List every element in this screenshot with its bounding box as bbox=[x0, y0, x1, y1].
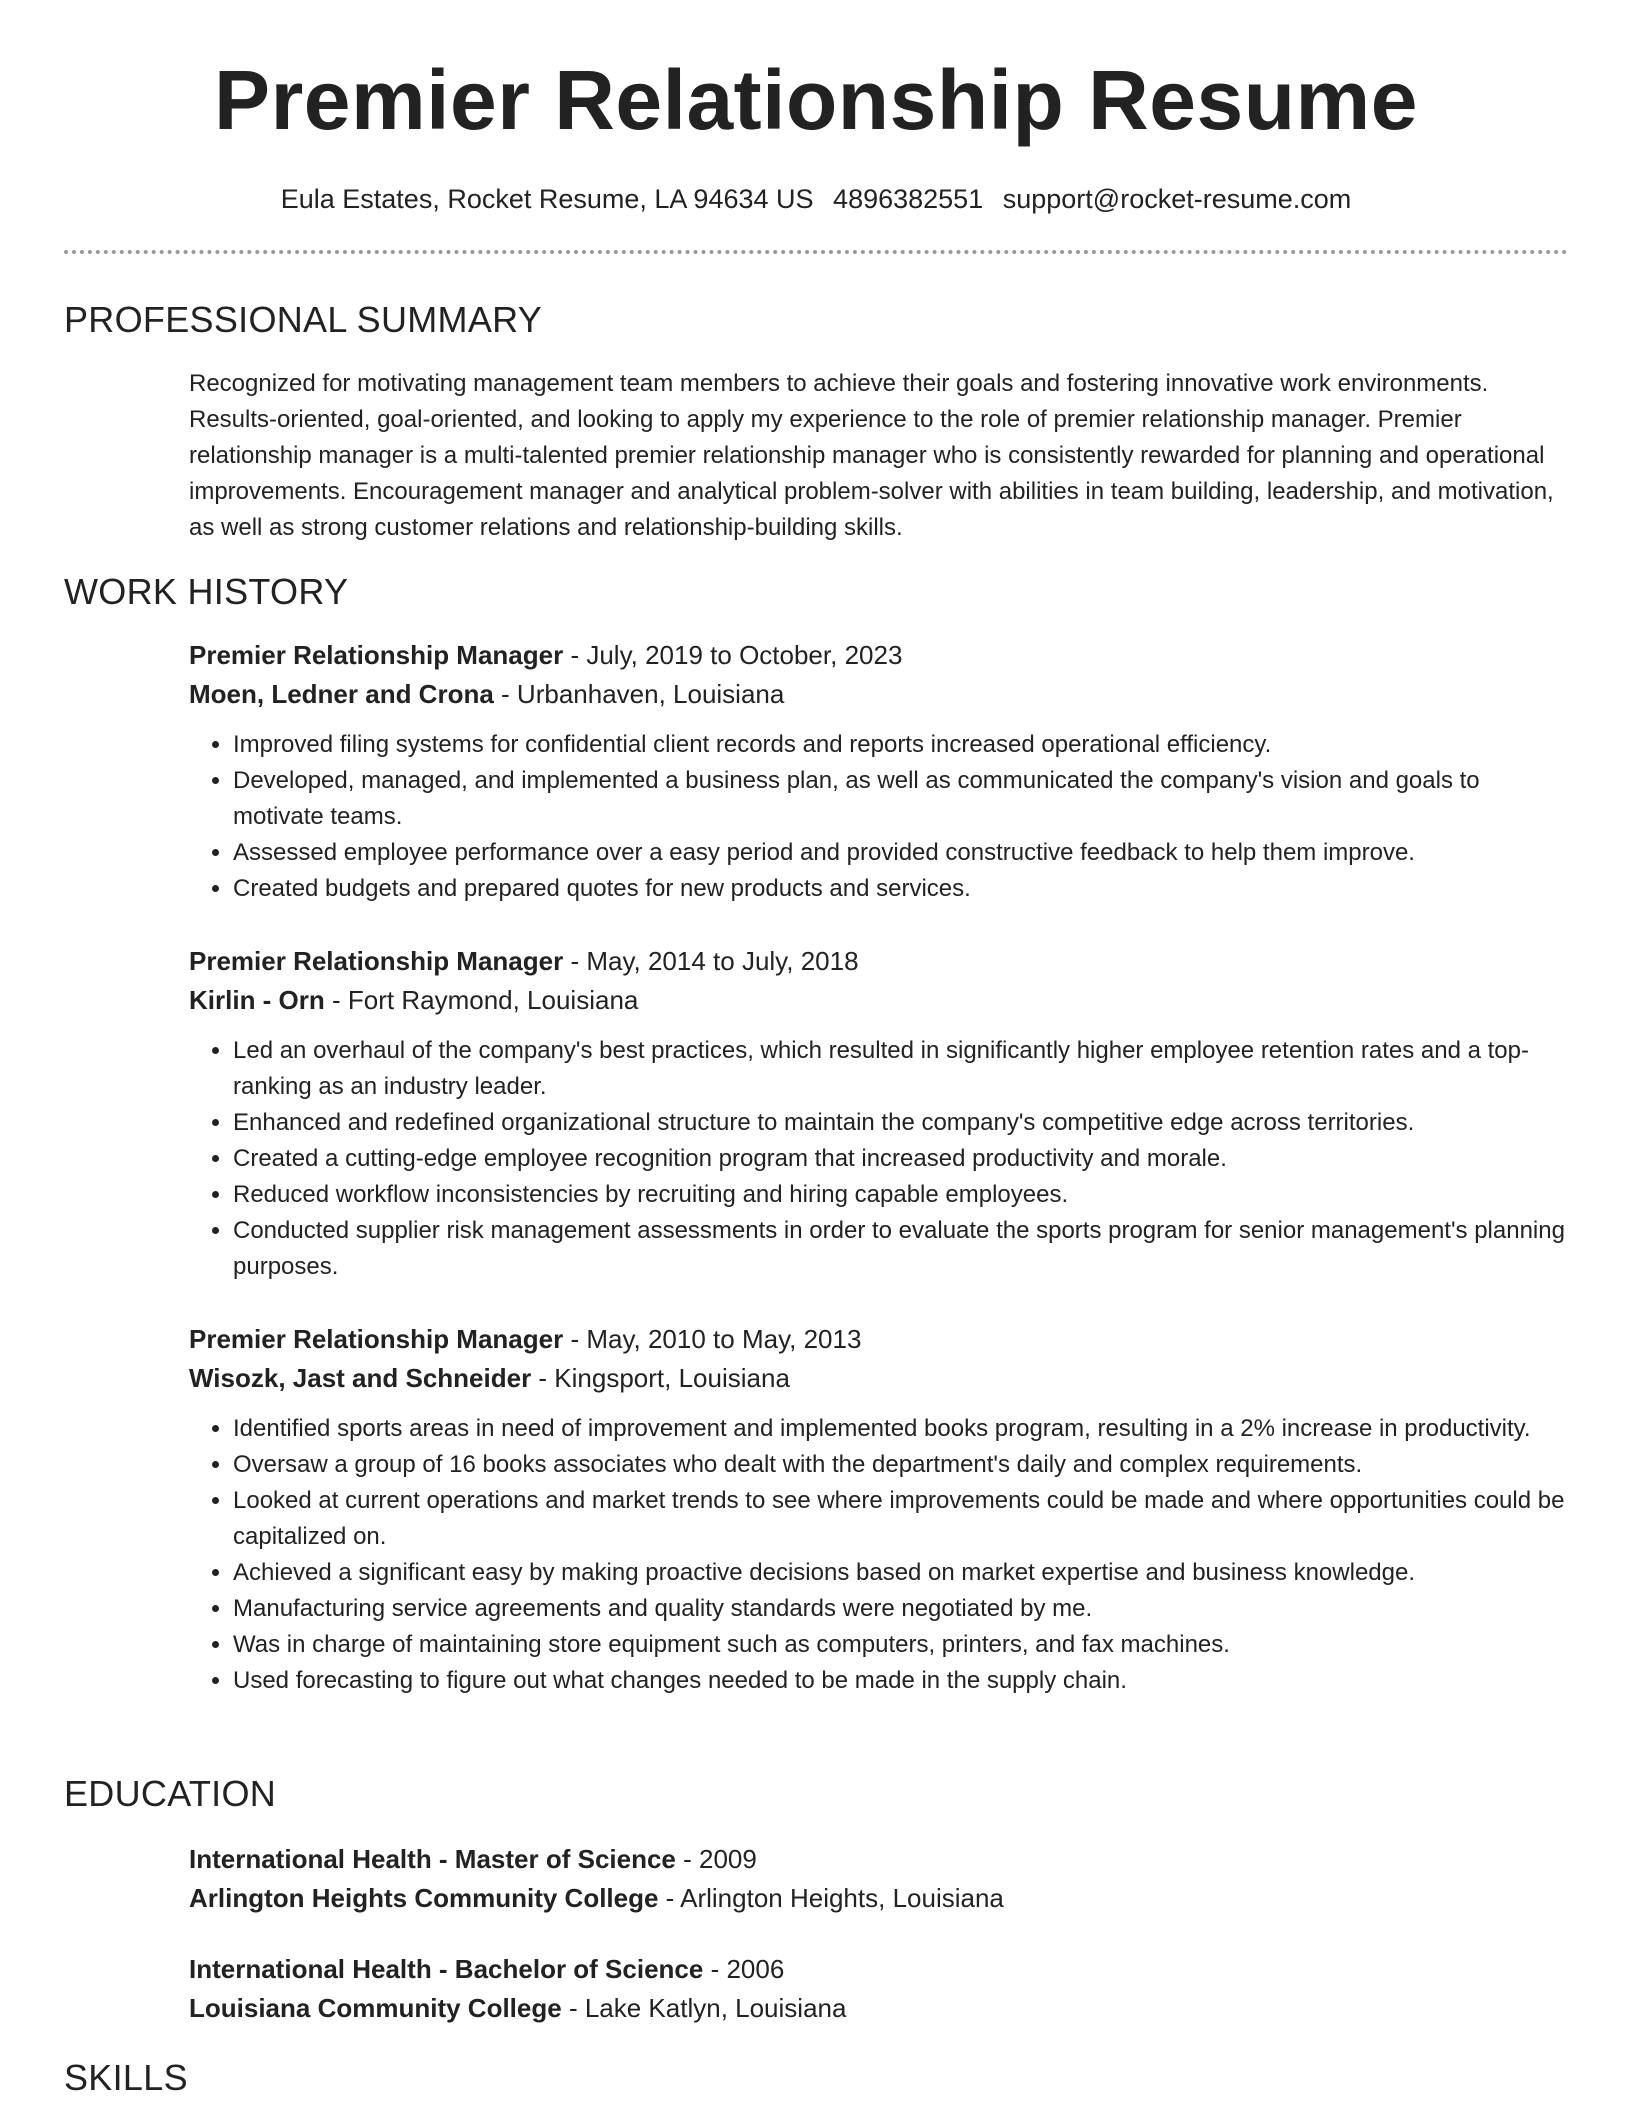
job-bullet: • Improved filing systems for confidential client records and reports increased operational efficiency. bbox=[233, 727, 1569, 763]
job-title: Premier Relationship Manager bbox=[189, 1324, 564, 1354]
education-degree-line bbox=[189, 1950, 1569, 1989]
education-degree: International Health - Bachelor of Science bbox=[189, 1954, 704, 1984]
job-dates: - May, 2014 to July, 2018 bbox=[563, 946, 859, 976]
job-title-line bbox=[189, 1320, 1569, 1359]
job-bullets bbox=[189, 1411, 1569, 1699]
job-bullet: • Assessed employee performance over a easy period and provided constructive feedback to help them improve. bbox=[233, 835, 1569, 871]
education-school-line bbox=[189, 1879, 1569, 1918]
job-location: - Urbanhaven, Louisiana bbox=[493, 679, 785, 709]
education-school: Arlington Heights Community College bbox=[189, 1883, 659, 1913]
education-school-line bbox=[189, 1989, 1569, 2028]
job-bullet: • Looked at current operations and market trends to see where improvements could be made and where opportunities could be capitalized on. bbox=[233, 1483, 1569, 1555]
job-bullet: • Identified sports areas in need of improvement and implemented books program, resulting in a 2% increase in productivity. bbox=[233, 1411, 1569, 1447]
education-year: - 2009 bbox=[675, 1844, 757, 1874]
job-title: Premier Relationship Manager bbox=[189, 640, 564, 670]
education-degree: International Health - Master of Science bbox=[189, 1844, 676, 1874]
job-bullet: • Conducted supplier risk management assessments in order to evaluate the sports program for senior management's planning purposes. bbox=[233, 1213, 1569, 1285]
job-location: - Kingsport, Louisiana bbox=[531, 1363, 790, 1393]
job-bullet: • Manufacturing service agreements and quality standards were negotiated by me. bbox=[233, 1591, 1569, 1627]
section-title-summary: PROFESSIONAL SUMMARY bbox=[64, 299, 543, 340]
education-year: - 2006 bbox=[703, 1954, 785, 1984]
job-company-line bbox=[189, 1359, 1569, 1398]
summary-text: Recognized for motivating management team members to achieve their goals and fostering innovative work environments. Results-oriented, goal-oriented, and looking to apply my experience to the role of premier relationship manager. Premier relationship manager is a multi-talented premier relationship manager who is consistently rewarded for planning and operational improvements. Encouragement manager and analytical problem-solver with abilities in team building, leadership, and motivation, as well as strong customer relations and relationship-building skills. bbox=[189, 370, 1554, 541]
job-entry bbox=[189, 942, 1569, 1285]
job-bullet: • Reduced workflow inconsistencies by recruiting and hiring capable employees. bbox=[233, 1177, 1569, 1213]
job-bullets bbox=[189, 727, 1569, 907]
section-title-education: EDUCATION bbox=[64, 1773, 277, 1814]
job-company-line bbox=[189, 981, 1569, 1020]
job-entry bbox=[189, 1320, 1569, 1699]
education-location: - Arlington Heights, Louisiana bbox=[658, 1883, 1004, 1913]
job-bullet: • Used forecasting to figure out what changes needed to be made in the supply chain. bbox=[233, 1663, 1569, 1699]
contact-email: support@rocket-resume.com bbox=[1002, 184, 1352, 214]
section-title-work-history: WORK HISTORY bbox=[64, 571, 349, 612]
job-dates: - May, 2010 to May, 2013 bbox=[563, 1324, 862, 1354]
job-title-line bbox=[189, 942, 1569, 981]
job-bullet: • Developed, managed, and implemented a business plan, as well as communicated the company's vision and goals to motivate teams. bbox=[233, 763, 1569, 835]
resume-title: Premier Relationship Resume bbox=[214, 53, 1418, 147]
job-company: Moen, Ledner and Crona bbox=[189, 679, 494, 709]
education-entry bbox=[189, 1950, 1569, 2028]
job-title-line bbox=[189, 636, 1569, 675]
job-bullets bbox=[189, 1033, 1569, 1285]
job-location: - Fort Raymond, Louisiana bbox=[324, 985, 639, 1015]
job-company: Kirlin - Orn bbox=[189, 985, 325, 1015]
job-bullet: • Was in charge of maintaining store equipment such as computers, printers, and fax machines. bbox=[233, 1627, 1569, 1663]
contact-address: Eula Estates, Rocket Resume, LA 94634 US bbox=[280, 184, 814, 214]
education-location: - Lake Katlyn, Louisiana bbox=[561, 1993, 847, 2023]
contact-phone: 4896382551 bbox=[833, 184, 984, 214]
job-bullet: • Created a cutting-edge employee recognition program that increased productivity and morale. bbox=[233, 1141, 1569, 1177]
education-degree-line bbox=[189, 1840, 1569, 1879]
job-dates: - July, 2019 to October, 2023 bbox=[563, 640, 903, 670]
job-entry bbox=[189, 636, 1569, 907]
job-bullet: • Led an overhaul of the company's best practices, which resulted in significantly higher employee retention rates and a top-ranking as an industry leader. bbox=[233, 1033, 1569, 1105]
job-company: Wisozk, Jast and Schneider bbox=[189, 1363, 532, 1393]
education-entry bbox=[189, 1840, 1569, 1918]
job-company-line bbox=[189, 675, 1569, 714]
job-title: Premier Relationship Manager bbox=[189, 946, 564, 976]
contact-info bbox=[0, 183, 1632, 215]
job-bullet: • Created budgets and prepared quotes for new products and services. bbox=[233, 871, 1569, 907]
education-school: Louisiana Community College bbox=[189, 1993, 562, 2023]
job-bullet: • Achieved a significant easy by making proactive decisions based on market expertise and business knowledge. bbox=[233, 1555, 1569, 1591]
job-bullet: • Oversaw a group of 16 books associates who dealt with the department's daily and complex requirements. bbox=[233, 1447, 1569, 1483]
job-bullet: • Enhanced and redefined organizational structure to maintain the company's competitive edge across territories. bbox=[233, 1105, 1569, 1141]
header-divider bbox=[64, 250, 1568, 254]
section-title-skills: SKILLS bbox=[64, 2057, 188, 2098]
